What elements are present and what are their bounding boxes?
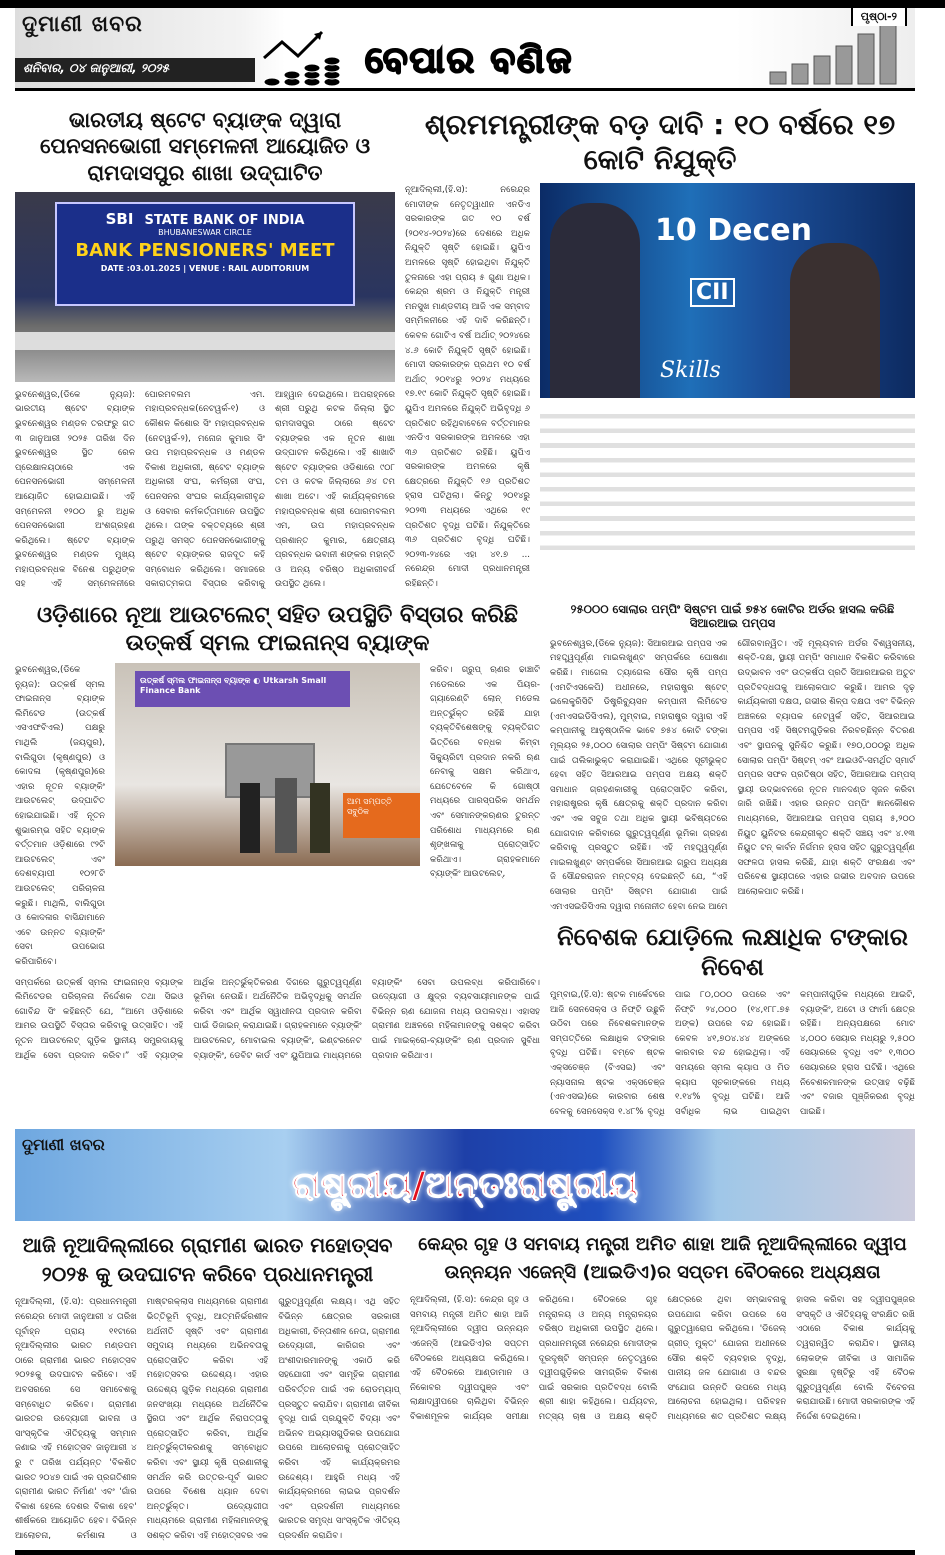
shutter <box>225 743 315 798</box>
person <box>275 778 297 853</box>
photo-banner-text: 10 Decen <box>655 213 812 248</box>
speaker-right <box>790 243 880 398</box>
bottom-rule <box>15 1550 915 1555</box>
issue-date: ଶନିବାର, ୦୪ ଜାନୁଆରୀ, ୨୦୨୫ <box>15 58 255 82</box>
utkarsh-signboard: ଉତ୍କର୍ଷ ସ୍ମଲ ଫାଇନାନ୍ସ ବ୍ୟାଙ୍କ ◐ Utkarsh Small Finance Bank <box>135 671 350 707</box>
masthead-rule <box>15 88 915 91</box>
banner-logo: ଦୁମାଣୀ ଖବର <box>22 1135 105 1155</box>
utkarsh-outlet-photo <box>115 663 420 866</box>
pensioners-meet-banner <box>55 202 355 306</box>
masthead <box>15 8 915 88</box>
side-signboard: ଆମ ସମ୍ପତ୍ତି ସବୁଠିକ <box>343 793 420 838</box>
sbi-logo-text: SBI <box>105 209 134 228</box>
circle-name: BHUBANESWAR CIRCLE <box>158 227 252 237</box>
speaker-left <box>550 203 640 398</box>
sbi-story <box>15 107 395 592</box>
labour-body-continued <box>540 404 915 554</box>
shah-headline[interactable]: କେନ୍ଦ୍ର ଗୃହ ଓ ସମବାୟ ମନ୍ତ୍ରୀ ଅମିତ ଶାହା ଆଜି ନୂଆଦିଲ୍ଲୀରେ ଦ୍ୱୀପ ଉନ୍ନୟନ ଏଜେନ୍ସି (ଆଇଡିଏ)ର ସପ୍ତମ ବୈଠକରେ ଅଧ୍ୟକ୍ଷତା <box>418 1234 907 1284</box>
sign-odia: ଉତ୍କର୍ଷ ସ୍ମଲ ଫାଇନାନ୍ସ ବ୍ୟାଙ୍କ <box>140 676 251 686</box>
right-column <box>550 602 915 1119</box>
skills-logo: Skills <box>660 358 721 383</box>
rural-story <box>15 1231 400 1543</box>
solar-headline[interactable]: ୨୫୦୦୦ ସୋଲାର ପମ୍ପିଂ ସିଷ୍ଟମ ପାଇଁ ୭୫୪ କୋଟିର ଅର୍ଡର ହାସଲ କରିଛି ସିଆରଆଇ ପମ୍ପସ <box>570 602 895 631</box>
cii-logo: CII <box>690 278 735 307</box>
utkarsh-body-left: ଭୁବନେଶ୍ୱର,(ଡିକେ ନ୍ୟୁଜ): ଉତ୍କର୍ଷ ସ୍ମଲ ଫାଇନାନ୍ସ ବ୍ୟାଙ୍କ ଲିମିଟେଡ (ଉତ୍କର୍ଷ ଏସଏଫବିଏଲ) ପକ୍ଷରୁ ମାଥିଲି (ଜୟପୁର), ବାଲିଗୁଡା (କୃଷ୍ଣପୁର) ଓ କୋଦଳା (କୃଷ୍ଣପୁର)ରେ ଏହାର ନୂତନ ବ୍ୟାଙ୍କିଂ ଆଉଟଲେଟ୍ ଉଦ୍‌ଘାଟିତ ହୋଇଯାଇଛି। ଏହି ନୂତନ ଶୁଭାରମ୍ଭ ସହିତ ବ୍ୟାଙ୍କ ବର୍ତ୍ତମାନ ଓଡ଼ିଶାରେ ୯୨ଟି ଆଉଟଲେଟ୍ ଏବଂ ଦେଶବ୍ୟାପୀ ୧୦୨୮ଟି ଆଉଟଲେଟ୍ ପରିଚାଳନା କରୁଛି। ମାଥିଲି, ବାଲିଗୁଡା ଓ କୋଦଳାର ବାସିନ୍ଦାମାନେ ଏବେ ଉନ୍ନତ ବ୍ୟାଙ୍କିଂ ସେବା ଉପଭୋଗ କରିପାରିବେ। <box>15 665 105 967</box>
utkarsh-headline[interactable]: ଓଡ଼ିଶାରେ ନୂଆ ଆଉଟଲେଟ୍ ସହିତ ଉପସ୍ଥିତି ବିସ୍ତାର କରିଛି ଉତ୍କର୍ଷ ସ୍ମଲ ଫାଇନାନ୍ସ ବ୍ୟାଙ୍କ <box>37 603 518 656</box>
utkarsh-story <box>15 602 540 1063</box>
event-title: BANK PENSIONERS' MEET <box>75 239 335 261</box>
stage-table <box>15 332 395 350</box>
page-number: ପୃଷ୍ଠା-୨ <box>851 8 907 26</box>
shah-story <box>410 1231 915 1424</box>
top-rule <box>0 0 945 8</box>
solar-body: ଭୁବନେଶ୍ୱର,(ଡିକେ ନ୍ୟୁଜ): ସିଆରଆଇ ପମ୍ପସ ଏକ ମହତ୍ତ୍ୱପୂର୍ଣ୍ଣ ମାଇଲଖୁଣ୍ଟ ସମ୍ପର୍କରେ ଘୋଷଣା କରିଛି। ମାଗେଲ ତ୍ୟାଗେଲ ସୌର କୃଷି ପମ୍ପ (ଏମଟିଏସକେପି) ଅଧୀନରେ, ମହାରାଷ୍ଟ୍ର ଷ୍ଟେଟ୍ ଇଲେକ୍ଟ୍ରିସିଟି ଡିଷ୍ଟ୍ରିବ୍ୟୁସନ କମ୍ପାନୀ ଲିମିଟେଡ (ଏମଏସଇଡିସିଏଲ), ମୁମ୍ବାଇ, ମହାରାଷ୍ଟ୍ର ଦ୍ୱାରା ଏହି କମ୍ପାନୀକୁ ଆନୁଷ୍ଠାନିକ ଭାବେ ୭୫୪ କୋଟି ଟଙ୍କା ମୂଲ୍ୟର ୨୫,୦୦୦ ସୋଲାର ପମ୍ପିଂ ସିଷ୍ଟମ ଯୋଗାଣ ପାଇଁ ତାଲିକାଭୁକ୍ତ କରାଯାଇଛି। ଏଥିରେ ସୂଚୀଭୁକ୍ତ ହେବା ସହିତ ସିଆରଆଇ ପମ୍ପସ ଅକ୍ଷୟ ଶକ୍ତି ସମାଧାନ ଗ୍ରହଣକାରୀକୁ ପ୍ରୋତ୍ସାହିତ କରିବା, ମହାରାଷ୍ଟ୍ରର କୃଷି କ୍ଷେତ୍ରକୁ ଶକ୍ତି ପ୍ରଦାନ କରିବା ଏବଂ ଏକ ସବୁଜ ତଥା ଅଧିକ ସ୍ଥାୟୀ ଭବିଷ୍ୟତରେ ଯୋଗଦାନ କରିବାରେ ଗୁରୁତ୍ୱପୂର୍ଣ୍ଣ ଭୂମିକା ଗ୍ରହଣ କରିବାକୁ ପ୍ରସ୍ତୁତ ରହିଛି। ଏହି ମହତ୍ତ୍ୱପୂର୍ଣ୍ଣ ମାଇଲଖୁଣ୍ଟ ସମ୍ପର୍କରେ ସିଆରଆଇ ଗ୍ରୁପ ଅଧ୍ୟକ୍ଷ ଜି ସୌନ୍ଦରରାଜନ ମନ୍ତବ୍ୟ ଦେଇଛନ୍ତି ଯେ, “ଏହି ସୋଲାର ପମ୍ପିଂ ସିଷ୍ଟମ ଯୋଗାଣ ପାଇଁ ଏମଏସଇଡିସିଏଲ ଦ୍ୱାରା ମନୋନୀତ ହେବା ନେଇ ଆମେ ଗୌରବାନ୍ୱିତ। ଏହି ମୂଲ୍ୟବାନ ଅର୍ଡର ବିଶ୍ୱସନୀୟ, ଶକ୍ତି-ଦକ୍ଷ, ସ୍ଥାୟୀ ପମ୍ପିଂ ସମାଧାନ ବିକଶିତ କରିବାରେ ଉଦ୍ଭାବନ ଏବଂ ଉତ୍କର୍ଷତା ପ୍ରତି ସିଆରଆଇର ଅତୁଟ ପ୍ରତିବଦ୍ଧତାକୁ ଆଲୋକପାତ କରୁଛି। ଆମର ଦୃଢ଼ କାର୍ଯ୍ୟକାରୀ ଦକ୍ଷତା, ଗଭୀର ଶିଳ୍ପ ଦକ୍ଷତା ଏବଂ ବିଭିନ୍ନ ଅଞ୍ଚଳରେ ବ୍ୟାପକ ନେଟୱର୍କ ସହିତ, ସିଆରଆଇ ପମ୍ପସ ଏହି ସିଷ୍ଟମଗୁଡ଼ିକର ନିରବଚ୍ଛିନ୍ନ ବିତରଣ ଏବଂ ସ୍ଥାପନକୁ ସୁନିଶ୍ଚିତ କରୁଛି। ୧୭୦,୦୦୦ରୁ ଅଧିକ ସୋଲାର ପମ୍ପିଂ ସିଷ୍ଟମ୍ ଏବଂ ଆଇଓଟି-ସମର୍ଥିତ ସ୍ମାର୍ଟ ପମ୍ପର ସଫଳ ପ୍ରତିଷ୍ଠା ସହିତ, ସିଆରଆଇ ପମ୍ପସ୍ ସ୍ଥାୟୀ ଉଦ୍ଭାବନରେ ନୂତନ ମାନଦଣ୍ଡ ସୃଜନ କରିବା ଜାରି ରଖିଛି। ଏହାର ଉନ୍ନତ ପମ୍ପିଂ ଜ୍ଞାନକୌଶଳ ମାଧ୍ୟମରେ, ସିଆରଆଇ ପମ୍ପସ ପ୍ରାୟ ୫,୨୦୦ ନିୟୁତ ୟୁନିଟର କେନ୍ଦ୍ରୀକୃତ ଶକ୍ତି ସଞ୍ଚୟ ଏବଂ ୪.୧୩ ନିୟୁତ ଟନ୍ କାର୍ବନ ନିର୍ଗମନ ହ୍ରାସ ସହିତ ଗୁରୁତ୍ୱପୂର୍ଣ୍ଣ ସଫଳତା ହାସଲ କରିଛି, ଯାହା ଶକ୍ତି ସଂରକ୍ଷଣ ଏବଂ ପରିବେଶ ସ୍ଥାୟୀତାରେ ଏହାର ଗଭୀର ଅବଦାନ ଉପରେ ଆଲୋକପାତ କରିଛି। <box>550 638 915 912</box>
labour-story <box>405 107 915 592</box>
banner-title: ରାଷ୍ଟ୍ରୀୟ/ଅନ୍ତଃରାଷ୍ଟ୍ରୀୟ <box>291 1165 639 1207</box>
person <box>240 783 260 853</box>
labour-headline[interactable]: ଶ୍ରମମନ୍ତ୍ରୀଙ୍କ ବଡ଼ ଦାବି : ୧୦ ବର୍ଷରେ ୧୭ କୋଟି ନିଯୁକ୍ତି <box>424 108 896 176</box>
growth-chart-icon <box>260 30 360 88</box>
minister-photo <box>540 183 915 398</box>
sbi-body: ଭୁବନେଶ୍ୱର,(ଡିକେ ନ୍ୟୁଜ): ଭାରତୀୟ ଷ୍ଟେଟ ବ୍ୟାଙ୍କ ଭୁବନେଶ୍ୱର ମଣ୍ଡଳ ତରଫରୁ ଗତ ୩ ଜାନୁଆରୀ ୨୦୨୫ ତାରିଖ ଦିନ ଭୁବନେଶ୍ୱର ସ୍ଥିତ ରେଳ ପ୍ରେକ୍ଷାଳୟଠାରେ ଏକ ପେନସନଭୋଗୀ ସମ୍ମେଳନୀ ଆୟୋଜିତ ହୋଇଯାଇଛି। ଏହି ସମ୍ମେଳନୀ ୧୨୦୦ ରୁ ଅଧିକ ପେନସନଭୋଗୀ ଅଂଶଗ୍ରହଣ କରିଥିଲେ। ଷ୍ଟେଟ ବ୍ୟାଙ୍କ ଭୁବନେଶ୍ୱର ମଣ୍ଡଳ ମୁଖ୍ୟ ମହାପ୍ରବନ୍ଧକ ବିନେଶ ପରୁଥିଙ୍କ ସହ ଏହି ସମ୍ମେଳନୀରେ ପୋରମବଲମ ଏମ. ମହାପ୍ରବନ୍ଧକ(ନେଟୱର୍କ-୧) ଓ କୌଶଳ କିଶୋର ସିଂ ମହାପ୍ରବନ୍ଧକ (ନେଟୱର୍କ-୨), ମନୋଜ କୁମାର ସିଂ ଉପ ମହାପ୍ରବନ୍ଧକ ଓ ମଣ୍ଡଳ ବିକାଶ ଅଧିକାରୀ, ଷ୍ଟେଟ ବ୍ୟାଙ୍କ ଅଧିକାରୀ ସଂଘ, କର୍ମଚାରୀ ସଂଘ, ପେନସନର ସଂଘର କାର୍ଯ୍ୟକାରୀବୃନ୍ଦ ଓ ସେବାର କର୍ମକର୍ତ୍ତାମାନେ ଉପସ୍ଥିତ ଥିଲେ। ତାଙ୍କ ବକ୍ତବ୍ୟରେ ଶ୍ରୀ ପରୁଥି ସମସ୍ତ ପେନସନଭୋଗୀଙ୍କୁ ଷ୍ଟେଟ ବ୍ୟାଙ୍କର ରାଜଦୂତ କହି ସମ୍ବୋଧନ କରିଥିଲେ। ସମାଜରେ ସକାରାତ୍ମକତା ବିସ୍ତାର କରିବାକୁ ଆହ୍ୱାନ ଦେଇଥିଲେ। ଅପରାହ୍ନରେ ଶ୍ରୀ ପରୁଥି କଟକ ଜିଲ୍ଲା ସ୍ଥିତ ରାମଦାସପୁର ଠାରେ ଷ୍ଟେଟ ବ୍ୟାଙ୍କର ଏକ ନୂତନ ଶାଖା ଉଦ୍‌ଘାଟନ କରିଥିଲେ। ଏହି ଶାଖାଟି ଷ୍ଟେଟ ବ୍ୟାଙ୍କର ଓଡିଶାରେ ୯୦୮ ତମ ଓ କଟକ ଜିଲ୍ଲାରେ ୬୪ ତମ ଶାଖା ଅଟେ। ଏହି କାର୍ଯ୍ୟକ୍ରମରେ ମହାପ୍ରବନ୍ଧକ ଶ୍ରୀ ପୋରମବଲମ ଏମ, ଉପ ମହାପ୍ରବନ୍ଧକ ପ୍ରଶାନ୍ତ କୁମାର, କ୍ଷେତ୍ରୀୟ ପ୍ରବନ୍ଧକ ଭବାନୀ ଶଙ୍କର ମହାନ୍ତି ଓ ଅନ୍ୟ ବରିଷ୍ଠ ଅଧିକାରୀବର୍ଗ ଉପସ୍ଥିତ ଥିଲେ। <box>15 389 395 590</box>
investor-body: ମୁମ୍ବାଇ,(ହି.ସ): ଷ୍ଟକ ମାର୍କେଟରେ ଆଜି ସେନସେକ୍ସ ଓ ନିଫ୍ଟି ଉଛୁଳି ଉଠିବା ପରେ ନିବେଶକମାନଙ୍କ ସମ୍ପତ୍ତିରେ ଲକ୍ଷାଧିକ ଟଙ୍କାର ବୃଦ୍ଧି ଘଟିଛି। ବମ୍ବେ ଷ୍ଟକ ଏକ୍ସଚେଞ୍ଜ (ବିଏସଇ) ଏବଂ ନ୍ୟାସନାଲ ଷ୍ଟକ ଏକ୍ସଚେଞ୍ଜ (ଏନଏସଇ)ରେ କାରବାର ଶେଷ ବେଳକୁ ସେନସେକ୍ସ ୧.୪୮% ବୃଦ୍ଧି ପାଇ ୮୦,୦୦୦ ଉପରେ ଏବଂ ନିଫ୍ଟି ୨୪,୦୦୦ (୧୪,୧୮୮.୭୫ ଅଙ୍କ) ଉପରେ ବନ୍ଦ ହୋଇଛି। କେବଳ ୪୧,୭୦୪.୪୪ ଅଙ୍କରେ କାରବାର ବନ୍ଦ ହୋଇଥିଲା। ଏହି ସମୟରେ ସ୍ମଲ କ୍ୟାପ ଓ ମିଡ କ୍ୟାପ ସୂଚକାଙ୍କରେ ମଧ୍ୟ ୧.୧୪% ବୃଦ୍ଧି ଘଟିଛି। ଆଜି ସର୍ବାଧିକ ଲାଭ ପାଇଥିବା କମ୍ପାନୀଗୁଡ଼ିକ ମଧ୍ୟରେ ଆଇଟି, ବ୍ୟାଙ୍କିଂ, ଅଟୋ ଓ ଫାର୍ମା କ୍ଷେତ୍ର ରହିଛି। ଅନ୍ୟପକ୍ଷରେ ମୋଟ ୪,୦୦୦ ସେୟାର ମଧ୍ୟରୁ ୨,୫୦୦ ସେୟାରରେ ବୃଦ୍ଧି ଏବଂ ୧,୩୦୦ ସେୟାରରେ ହ୍ରାସ ଘଟିଛି। ଏଥିରେ ନିବେଶକମାନଙ୍କ ଉତ୍ସାହ ବଢ଼ିଛି ଏବଂ ବଜାର ପୂଞ୍ଜିକରଣ ବୃଦ୍ଧି ପାଇଛି। <box>550 990 915 1117</box>
shah-body: ନୂଆଦିଲ୍ଲୀ, (ହି.ସ): କେନ୍ଦ୍ର ଗୃହ ଓ ସମବାୟ ମନ୍ତ୍ରୀ ଅମିତ ଶାହା ଆଜି ନୂଆଦିଲ୍ଲୀରେ ଦ୍ୱୀପ ଉନ୍ନୟନ ଏଜେନ୍ସି (ଆଇଡିଏ)ର ସପ୍ତମ ବୈଠକରେ ଅଧ୍ୟକ୍ଷତା କରିଥିଲେ। ଏହି ବୈଠକରେ ଆଣ୍ଡାମାନ ଓ ନିକୋବର ଦ୍ୱୀପପୁଞ୍ଜ ଏବଂ ଲାକ୍ଷାଦ୍ୱୀପରେ ଚାଲିଥିବା ବିଭିନ୍ନ ବିକାଶମୂଳକ କାର୍ଯ୍ୟର ସମୀକ୍ଷା କରିଥିଲେ। ବୈଠକରେ ଗୃହ ମନ୍ତ୍ରାଳୟ ଓ ଅନ୍ୟ ମନ୍ତ୍ରାଳୟର ବରିଷ୍ଠ ଅଧିକାରୀ ଉପସ୍ଥିତ ଥିଲେ। ପ୍ରଧାନମନ୍ତ୍ରୀ ନରେନ୍ଦ୍ର ମୋଦୀଙ୍କ ଦୂରଦୃଷ୍ଟି ସମ୍ପନ୍ନ ନେତୃତ୍ୱରେ ଦ୍ୱୀପଗୁଡ଼ିକର ସାମଗ୍ରିକ ବିକାଶ ପାଇଁ ସରକାର ପ୍ରତିବଦ୍ଧ ବୋଲି ଶ୍ରୀ ଶାହା କହିଥିଲେ। ପର୍ଯ୍ୟଟନ, ମତ୍ସ୍ୟ ଚାଷ ଓ ଅକ୍ଷୟ ଶକ୍ତି କ୍ଷେତ୍ରରେ ଥିବା ସମ୍ଭାବନାକୁ ଉପଯୋଗ କରିବା ଉପରେ ସେ ଗୁରୁତ୍ୱାରୋପ କରିଥିଲେ। 'ଡିଜେଲ୍ ଗ୍ରୀଡ୍ ମୁକ୍ତ' ଯୋଜନା ଅଧୀନରେ ସୌର ଶକ୍ତି ବ୍ୟବହାର ବୃଦ୍ଧି, ପାନୀୟ ଜଳ ଯୋଗାଣ ଓ ବନ୍ଦର ସଂଯୋଗ ଉନ୍ନତି ଉପରେ ମଧ୍ୟ ଆଲୋଚନା ହୋଇଥିଲା। ପରିବହନ ମାଧ୍ୟମରେ ଶତ ପ୍ରତିଶତ ଲକ୍ଷ୍ୟ ହାସଲ କରିବା ସହ ଦ୍ୱୀପପୁଞ୍ଜର ସଂସ୍କୃତି ଓ ଐତିହ୍ୟକୁ ସଂରକ୍ଷିତ ରଖି ଏଠାରେ ବିକାଶ କାର୍ଯ୍ୟକୁ ତ୍ୱରାନ୍ୱିତ କରାଯିବ। ସ୍ଥାନୀୟ ଲୋକଙ୍କ ଜୀବିକା ଓ ସାମାଜିକ ସୁରକ୍ଷା ଦୃଷ୍ଟିରୁ ଏହି ବୈଠକ ଗୁରୁତ୍ୱପୂର୍ଣ୍ଣ ବୋଲି ବିବେଚନା କରାଯାଉଛି। ମୋଦୀ ସରକାରଙ୍କ ଏହି ନିର୍ଦ୍ଦେଶ ଦେଇଥିଲେ। <box>410 1295 915 1422</box>
sbi-headline[interactable]: ଭାରତୀୟ ଷ୍ଟେଟ ବ୍ୟାଙ୍କ ଦ୍ୱାରା ପେନସନଭୋଗୀ ସମ୍ମେଳନୀ ଆୟୋଜିତ ଓ ରାମଦାସପୁର ଶାଖା ଉଦ୍‌ଘାଟିତ <box>39 108 371 185</box>
labour-body: ନୂଆଦିଲ୍ଲୀ,(ହି.ସ): ନରେନ୍ଦ୍ର ମୋଦୀଙ୍କ ନେତୃତ୍ୱାଧୀନ ଏନଡିଏ ସରକାରଙ୍କ ଗତ ୧୦ ବର୍ଷ (୨୦୧୪-୨୦୨୪)ରେ ଦେଶରେ ଅଧିକ ନିଯୁକ୍ତି ସୃଷ୍ଟି ହୋଇଛି। ୟୁପିଏ ଅମଳରେ ସୃଷ୍ଟି ହୋଇଥିବା ନିଯୁକ୍ତି ତୁଳନାରେ ଏହା ପ୍ରାୟ ୫ ଗୁଣା ଅଧିକ। କେନ୍ଦ୍ର ଶ୍ରମ ଓ ନିଯୁକ୍ତି ମନ୍ତ୍ରୀ ମନସୁଖ ମାଣ୍ଡବୀୟ ଆଜି ଏକ ସମ୍ବାଦ ସମ୍ମିଳନୀରେ ଏହି ଦାବି କରିଛନ୍ତି। କେବଳ ଗୋଟିଏ ବର୍ଷ ଅର୍ଥାତ୍ ୨୦୨୪ରେ ୪.୬ କୋଟି ନିଯୁକ୍ତି ସୃଷ୍ଟି ହୋଇଛି। ମୋଦୀ ସରକାରଙ୍କ ପ୍ରଥମ ୧୦ ବର୍ଷ ଅର୍ଥାତ୍ ୨୦୧୪ରୁ ୨୦୨୪ ମଧ୍ୟରେ ୧୭.୧୯ କୋଟି ନିଯୁକ୍ତି ସୃଷ୍ଟି ହୋଇଛି। ୟୁପିଏ ଅମଳରେ ନିଯୁକ୍ତି ଅଭିବୃଦ୍ଧି ୬ ପ୍ରତିଶତ ରହିଥିବାବେଳେ ବର୍ତ୍ତମାନର ଏନଡିଏ ସରକାରଙ୍କ ଅମଳରେ ଏହା ୩୬ ପ୍ରତିଶତ ରହିଛି। ୟୁପିଏ ସରକାରଙ୍କ ଅମଳରେ କୃଷି କ୍ଷେତ୍ରରେ ନିଯୁକ୍ତି ୧୬ ପ୍ରତିଶତ ହ୍ରାସ ଘଟିଥିଲା। କିନ୍ତୁ ୨୦୧୪ରୁ ୨୦୨୩ ମଧ୍ୟରେ ଏଥିରେ ୧୯ ପ୍ରତିଶତ ବୃଦ୍ଧି ଘଟିଛି। ନିଯୁକ୍ତିରେ ୩୬ ପ୍ରତିଶତ ବୃଦ୍ଧି ଘଟିଛି। ୨୦୨୩-୨୪ରେ ଏହା ୪୧.୭ ... ନରେନ୍ଦ୍ର ମୋଦୀ ପ୍ରଧାନମନ୍ତ୍ରୀ ରହିଛନ୍ତି। <box>405 185 530 590</box>
rural-body: ନୂଆଦିଲ୍ଲୀ, (ହି.ସ): ପ୍ରଧାନମନ୍ତ୍ରୀ ନରେନ୍ଦ୍ର ମୋଦୀ ଜାନୁଆରୀ ୪ ତାରିଖ ପୂର୍ବାହ୍ନ ପ୍ରାୟ ୧୧ଟାରେ ନୂଆଦିଲ୍ଲୀର ଭାରତ ମଣ୍ଡପମ ଠାରେ ଗ୍ରାମୀଣ ଭାରତ ମହୋତ୍ସବ ୨୦୨୫କୁ ଉଦଘାଟନ କରିବେ। ଏହି ଅବସରରେ ସେ ସମାବେଶକୁ ସମ୍ବୋଧିତ କରିବେ। ଗ୍ରାମୀଣ ଭାରତର ଉଦ୍ୟୋଗୀ ଭାବନା ଓ ସାଂସ୍କୃତିକ ଐତିହ୍ୟକୁ ସମ୍ମାନ ଜଣାଇ ଏହି ମହୋତ୍ସବ ଜାନୁଆରୀ ୪ ରୁ ୯ ତାରିଖ ପର୍ଯ୍ୟନ୍ତ 'ବିକଶିତ ଭାରତ ୨୦୪୭ ପାଇଁ ଏକ ପ୍ରଗତିଶୀଳ ଗ୍ରାମୀଣ ଭାରତ ନିର୍ମାଣ' ଏବଂ 'ଗାଁର ବିକାଶ ହେଲେ ଦେଶର ବିକାଶ ହେବ' ଶୀର୍ଷକରେ ଆୟୋଜିତ ହେବ। ବିଭିନ୍ନ ଆଲୋଚନା, କର୍ମଶାଳା ଓ ମାଷ୍ଟରକ୍ଲାସ ମାଧ୍ୟମରେ ଗ୍ରାମୀଣ ଭିତ୍ତିଭୂମି ବୃଦ୍ଧି, ଆତ୍ମନିର୍ଭରଶୀଳ ଅର୍ଥନୀତି ସୃଷ୍ଟି ଏବଂ ଗ୍ରାମୀଣ ସମୁଦାୟ ମଧ୍ୟରେ ଅଭିନବତାକୁ ପ୍ରୋତ୍ସାହିତ କରିବା ଏହି ମହୋତ୍ସବର ଉଦ୍ଦେଶ୍ୟ। ଏହାର ଉଦ୍ଦେଶ୍ୟ ଗୁଡ଼ିକ ମଧ୍ୟରେ ଗ୍ରାମୀଣ ଜନସଂଖ୍ୟା ମଧ୍ୟରେ ଅର୍ଥନୈତିକ ସ୍ଥିରତା ଏବଂ ଆର୍ଥିକ ନିରାପତ୍ତାକୁ ପ୍ରୋତ୍ସାହିତ କରିବା, ଆର୍ଥିକ ଅନ୍ତର୍ଭୁକ୍ତୀକରଣକୁ ସମ୍ବୋଧିତ କରିବା ଏବଂ ସ୍ଥାୟୀ କୃଷି ପ୍ରଣାଳୀକୁ ସମର୍ଥନ କରି ଉତ୍ତର-ପୂର୍ବ ଭାରତ ଉପରେ ବିଶେଷ ଧ୍ୟାନ ଦେବା ଅନ୍ତର୍ଭୁକ୍ତ। ଉଦ୍ୟୋଗୀତା ମାଧ୍ୟମରେ ଗ୍ରାମୀଣ ମହିଳାମାନଙ୍କୁ ସଶକ୍ତ କରିବା ଏହି ମହୋତ୍ସବର ଏକ ଗୁରୁତ୍ୱପୂର୍ଣ୍ଣ ଲକ୍ଷ୍ୟ। ଏଥି ସହିତ ବିଭିନ୍ନ କ୍ଷେତ୍ରର ସରକାରୀ ଅଧିକାରୀ, ଚିନ୍ତାଶୀଳ ନେତା, ଗ୍ରାମୀଣ ଉଦ୍ୟୋଗୀ, କାରିଗର ଏବଂ ଅଂଶୀଦାରମାନଙ୍କୁ ଏକାଠି କରି ସହଯୋଗୀ ଏବଂ ସାମୂହିକ ଗ୍ରାମୀଣ ପରିବର୍ତ୍ତନ ପାଇଁ ଏକ ରୋଡମ୍ୟାପ୍ ପ୍ରସ୍ତୁତ କରାଯିବ। ଗ୍ରାମୀଣ ଜୀବିକା ବୃଦ୍ଧି ପାଇଁ ପ୍ରଯୁକ୍ତି ବିଦ୍ୟା ଏବଂ ଅଭିନବ ଅଭ୍ୟାସଗୁଡିକର ଉପଯୋଗ ଉପରେ ଆଲୋଚନାକୁ ପ୍ରୋତ୍ସାହିତ କରିବା ଏହି କାର୍ଯ୍ୟକ୍ରମର ଉଦ୍ଦେଶ୍ୟ। ଆହୁରି ମଧ୍ୟ ଏହି କାର୍ଯ୍ୟକ୍ରମରେ ଲାଇଭ ପ୍ରଦର୍ଶନ ଏବଂ ପ୍ରଦର୍ଶନୀ ମାଧ୍ୟମରେ ଭାରତର ସମୃଦ୍ଧ ସାଂସ୍କୃତିକ ଐତିହ୍ୟ ପ୍ରଦର୍ଶନ କରାଯିବ। <box>15 1297 400 1541</box>
rural-headline[interactable]: ଆଜି ନୂଆଦିଲ୍ଲୀରେ ଗ୍ରାମୀଣ ଭାରତ ମହୋତ୍ସବ ୨୦୨୫ କୁ ଉଦଘାଟନ କରିବେ ପ୍ରଧାନମନ୍ତ୍ରୀ <box>22 1233 393 1287</box>
bank-name: STATE BANK OF INDIA <box>144 212 305 228</box>
sbi-meet-photo <box>15 192 395 382</box>
newspaper-logo[interactable]: ଦୁମାଣୀ ଖବର <box>22 12 143 37</box>
section-title: ବେପାର ବଣିଜ <box>365 40 574 81</box>
sign-english: Utkarsh Small Finance Bank <box>140 676 327 696</box>
investor-headline[interactable]: ନିବେଶକ ଯୋଡ଼ିଲେ ଲକ୍ଷାଧିକ ଟଙ୍କାର ନିବେଶ <box>557 923 908 982</box>
utkarsh-body-bottom: ସମ୍ପର୍କରେ ଉତ୍କର୍ଷ ସ୍ମଲ ଫାଇନାନ୍ସ ବ୍ୟାଙ୍କ ଲିମିଟେଡର ପରିଚାଳନା ନିର୍ଦ୍ଦେଶକ ତଥା ସିଇଓ ଗୋବିନ୍ଦ ସିଂ କହିଛନ୍ତି ଯେ, “ଆମେ ଓଡ଼ିଶାରେ ଆମର ଉପସ୍ଥିତି ବିସ୍ତାର କରିବାକୁ ଉତ୍ସାହିତ। ଏହି ନୂତନ ଆଉଟଲେଟ୍ ଗୁଡ଼ିକ ସ୍ଥାନୀୟ ସମ୍ପ୍ରଦାୟକୁ ଆର୍ଥିକ ସେବା ପ୍ରଦାନ କରିବ।” ଏହି ବ୍ୟାଙ୍କ ଆର୍ଥିକ ଅନ୍ତର୍ଭୁକ୍ତିକରଣ ଦିଗରେ ଗୁରୁତ୍ୱପୂର୍ଣ୍ଣ ଭୂମିକା ନେଉଛି। ଅର୍ଥନୈତିକ ଅଭିବୃଦ୍ଧିକୁ ସମର୍ଥନ କରିବା ଏବଂ ଆର୍ଥିକ ସ୍ୱାଧୀନତା ପ୍ରଦାନ କରିବା ପାଇଁ ଡିଜାଇନ୍ କରାଯାଇଛି। ଗ୍ରାହକମାନେ ବ୍ୟାଙ୍କିଂ ଆଉଟଲେଟ୍, ମୋବାଇଲ ବ୍ୟାଙ୍କିଂ, ଇଣ୍ଟରନେଟ ବ୍ୟାଙ୍କିଂ, ଡେବିଟ କାର୍ଡ ଏବଂ ୟୁପିଆଇ ମାଧ୍ୟମରେ ବ୍ୟାଙ୍କିଂ ସେବା ଉପଲବ୍ଧ କରିପାରିବେ। ଉଦ୍ୟୋଗୀ ଓ କ୍ଷୁଦ୍ର ବ୍ୟବସାୟୀମାନଙ୍କ ପାଇଁ ବିଭିନ୍ନ ଋଣ ଯୋଜନା ମଧ୍ୟ ଉପଲବ୍ଧ। ଏହାସହ ଗ୍ରାମୀଣ ଅଞ୍ଚଳରେ ମହିଳାମାନଙ୍କୁ ସଶକ୍ତ କରିବା ପାଇଁ ମାଇକ୍ରୋ-ବ୍ୟାଙ୍କିଂ ଋଣ ପ୍ରଦାନ ସୁବିଧା ପ୍ରଦାନ କରିଥାଏ। <box>15 977 540 1061</box>
utkarsh-body-right: କରିବ। ଗ୍ରୁପ୍ ଋଣର ଢାଞ୍ଚାଟି ମଡେଲରେ ଏକ ପିୟର-ଗ୍ୟାରେଣ୍ଟି ଲୋନ୍ ମଡେଲ ଅନ୍ତର୍ଭୁକ୍ତ ରହିଛି ଯାହା ବ୍ୟକ୍ତିବିଶେଷଙ୍କୁ ବ୍ୟକ୍ତିଗତ ଭିତ୍ତିରେ ବନ୍ଧକ କିମ୍ବା ସିକ୍ୟୁରିଟୀ ପ୍ରଦାନ ନକରି ଋଣ ନେବାକୁ ସକ୍ଷମ କରିଥାଏ, ଯେତେବେଳେ କି ଗୋଷ୍ଠୀ ମଧ୍ୟରେ ପାରସ୍ପରିକ ସମର୍ଥନ ଏବଂ ସେମାନଙ୍କଋଣର ତୁରନ୍ତ ପରିଶୋଧ ମାଧ୍ୟମରେ ଋଣ ଶୃଙ୍ଖଳାକୁ ପ୍ରୋତ୍ସାହିତ କରିଥାଏ। ଗ୍ରାହକମାନେ ବ୍ୟାଙ୍କିଂ ଆଉଟଲେଟ୍, <box>430 665 540 880</box>
national-international-banner <box>15 1129 915 1221</box>
person <box>310 783 330 853</box>
event-info: DATE :03.01.2025 | VENUE : RAIL AUDITORIUM <box>100 263 310 273</box>
